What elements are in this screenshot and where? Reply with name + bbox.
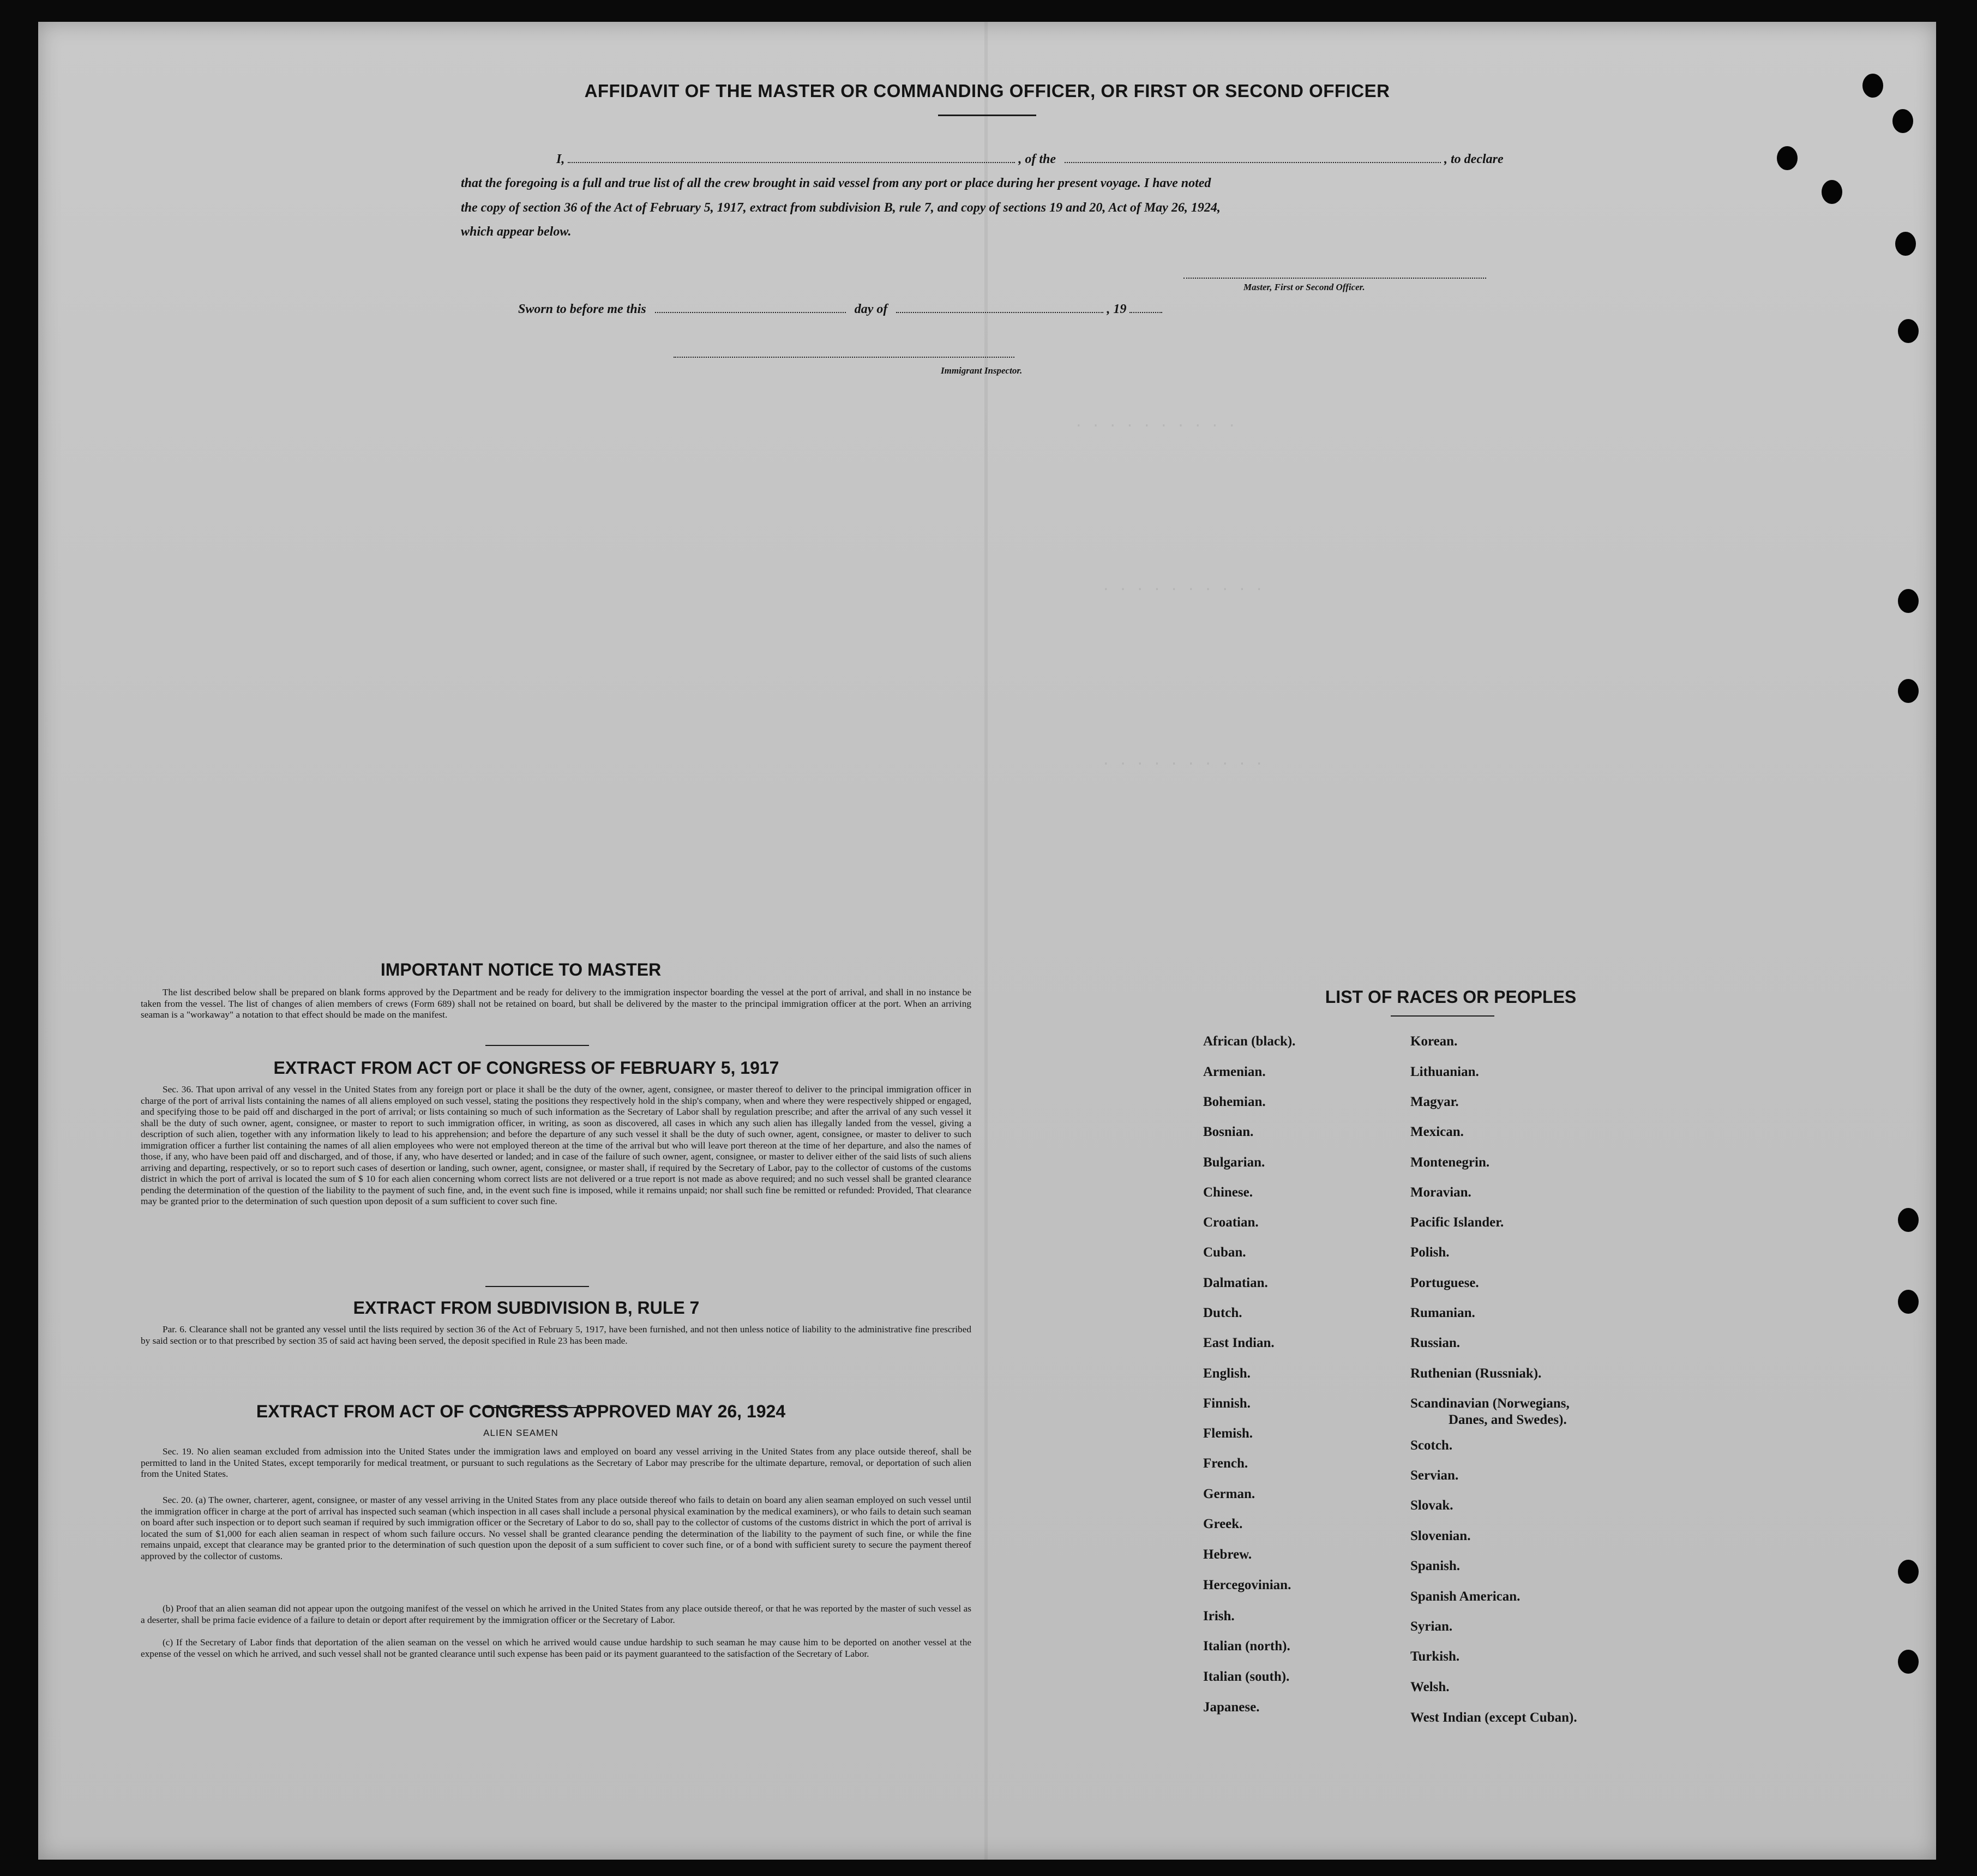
binder-hole	[1898, 1208, 1919, 1232]
race-item: Ruthenian (Russniak).	[1410, 1366, 1542, 1381]
rule-7-title: EXTRACT FROM SUBDIVISION B, RULE 7	[353, 1298, 700, 1318]
affidavit-to-declare: , to declare	[1444, 152, 1504, 166]
race-item: Bosnian.	[1203, 1125, 1254, 1139]
race-item: Portuguese.	[1410, 1276, 1479, 1290]
notice-title: IMPORTANT NOTICE TO MASTER	[380, 960, 662, 979]
race-item: Italian (south).	[1203, 1669, 1290, 1684]
race-item: Scotch.	[1410, 1438, 1453, 1453]
race-item: Mexican.	[1410, 1125, 1464, 1139]
affidavit-line-3: the copy of section 36 of the Act of February 5, 1917, extract from subdivision B, rule 7, and copy of sections 19 and 20, Act of May 26, 1924,	[461, 201, 1221, 215]
races-title: LIST OF RACES OR PEOPLES	[1325, 987, 1577, 1007]
race-item: Lithuanian.	[1410, 1065, 1479, 1079]
race-item: Bohemian.	[1203, 1095, 1266, 1109]
section-rule	[485, 1286, 589, 1287]
inspector-signature-line[interactable]	[674, 356, 1014, 358]
race-item: Korean.	[1410, 1034, 1458, 1049]
race-item: Slovak.	[1410, 1498, 1453, 1513]
race-item: Rumanian.	[1410, 1306, 1475, 1320]
race-item: Croatian.	[1203, 1215, 1259, 1230]
act-1924-subtitle: ALIEN SEAMEN	[483, 1428, 558, 1438]
race-item: French.	[1203, 1456, 1248, 1471]
race-item: Scandinavian (Norwegians,	[1410, 1396, 1570, 1411]
race-item: Cuban.	[1203, 1245, 1246, 1260]
race-item: Armenian.	[1203, 1065, 1266, 1079]
race-item: Pacific Islander.	[1410, 1215, 1504, 1230]
race-item: Servian.	[1410, 1468, 1459, 1483]
sworn-year-field[interactable]	[1129, 301, 1162, 313]
race-item: Dutch.	[1203, 1306, 1242, 1320]
race-item: East Indian.	[1203, 1336, 1275, 1350]
race-item: Finnish.	[1203, 1396, 1251, 1411]
binder-hole	[1898, 1560, 1919, 1584]
title-rule	[938, 115, 1036, 116]
sworn-month-field[interactable]	[896, 301, 1103, 313]
races-title-rule	[1391, 1015, 1494, 1017]
binder-hole	[1898, 1650, 1919, 1674]
binder-hole	[1892, 109, 1913, 133]
affidavit-line-2: that the foregoing is a full and true list of all the crew brought in said vessel from any port or place during her present voyage. I have noted	[461, 176, 1211, 190]
race-item: Russian.	[1410, 1336, 1461, 1350]
section-rule	[485, 1045, 589, 1046]
sworn-day-of: day of	[854, 302, 888, 316]
race-item: Magyar.	[1410, 1095, 1459, 1109]
inspector-signature-label: Immigrant Inspector.	[941, 365, 1023, 376]
race-item: English.	[1203, 1366, 1251, 1381]
act-1924-title: EXTRACT FROM ACT OF CONGRESS APPROVED MAY 26, 1924	[256, 1402, 786, 1421]
affidavit-i: I,	[556, 152, 565, 166]
race-item: West Indian (except Cuban).	[1410, 1710, 1577, 1725]
race-item: Welsh.	[1410, 1680, 1450, 1694]
affidavit-line-1	[469, 151, 1560, 167]
name-field[interactable]	[568, 151, 1015, 163]
affidavit-of-the: , of the	[1018, 152, 1056, 166]
binder-hole	[1777, 146, 1798, 170]
race-item: Greek.	[1203, 1517, 1243, 1531]
master-signature-line[interactable]	[1183, 277, 1486, 279]
race-item: Italian (north).	[1203, 1639, 1290, 1653]
race-item: African (black).	[1203, 1034, 1296, 1049]
act-1917-text: Sec. 36. That upon arrival of any vessel in the United States from any foreign port or place it shall be the duty of the owner, agent, consignee, or master thereof to deliver to the principal immigration officer in charge of the port of arrival lists containing the names of all aliens employed on such vessel, stating the positions they respectively hold in the ship's company, when and where they were respectively shipped or engaged, and specifying those to be paid off and discharged in the port of arrival; or lists containing so much of such information as the Secretary of Labor shall by regulation prescribe; and after the arrival of any such vessel it shall be the duty of such owner, agent, consignee, or master to report to such immigration officer, in writing, as soon as discovered, all cases in which any such alien has illegally landed from the vessel, giving a description of such alien, together with any information likely to lead to his apprehension; and before the departure of any such vessel it shall be the duty of such owner, agent, consignee, or master to deliver to such immigration officer a further list containing the names of all alien employees who were not employed thereon at the time of the arrival but who will leave port thereon at the time of her departure, and also the names of those, if any, who have been paid off and discharged, and of those, if any, who have deserted or landed; and in case of the failure of such owner, agent, consignee, or master to deliver either of the said lists of such aliens arriving and departing, respectively, or so to report such cases of desertion or landing, such owner, agent, consignee, or master shall, if required by the Secretary of Labor, pay to the collector of customs of the customs district in which the port of arrival is located the sum of $ 10 for each alien concerning whom correct lists are not delivered or a true report is not made as above required; and no such vessel shall be granted clearance pending the determination of the question of the liability to the payment of such fine, and, in the event such fine is imposed, while it remains unpaid; nor shall such fine be remitted or refunded: Provided, That clearance may be granted prior to the determination of such question upon deposit of a sum sufficient to cover such fine.	[141, 1084, 971, 1206]
bleed-through-text: . . . . . . . . . .	[1102, 753, 1264, 769]
center-fold	[984, 22, 988, 1860]
race-item: Slovenian.	[1410, 1529, 1471, 1543]
sworn-line	[518, 301, 1609, 317]
rule-7-text: Par. 6. Clearance shall not be granted any vessel until the lists required by section 36 of the Act of February 5, 1917, have been furnished, and not then unless notice of liability to the administrative fine prescribed by said section or to that prescribed by section 35 of said act having been served, the deposit specified in Rule 23 has been made.	[141, 1324, 971, 1346]
binder-hole	[1898, 589, 1919, 613]
act-1924-sec20b: (b) Proof that an alien seaman did not appear upon the outgoing manifest of the vessel on which he arrived in the United States from any place outside thereof, or that he was reported by the master of such vessel as a deserter, shall be prima facie evidence of a failure to detain or deport after requirement by the immigration officer or the Secretary of Labor.	[141, 1603, 971, 1625]
affidavit-title: AFFIDAVIT OF THE MASTER OR COMMANDING OFFICER, OR FIRST OR SECOND OFFICER	[584, 81, 1390, 101]
notice-text: The list described below shall be prepared on blank forms approved by the Department and be ready for delivery to the immigration inspector boarding the vessel at the port of arrival, and shall in no instance be taken from the vessel. The list of changes of alien members of crews (Form 689) shall not be retained on board, but shall be delivered by the master to the principal immigration officer at the port. When an arriving seaman is a "workaway" a notation to that effect should be made on the manifest.	[141, 987, 971, 1020]
master-signature-label: Master, First or Second Officer.	[1243, 282, 1365, 292]
race-item: Hercegovinian.	[1203, 1578, 1291, 1592]
race-item: Hebrew.	[1203, 1547, 1252, 1562]
binder-hole	[1898, 319, 1919, 343]
vessel-field[interactable]	[1065, 151, 1441, 163]
bleed-through-text: . . . . . . . . . .	[1074, 414, 1236, 431]
act-1917-title: EXTRACT FROM ACT OF CONGRESS OF FEBRUARY 5, 1917	[273, 1058, 779, 1078]
affidavit-line-4: which appear below.	[461, 225, 572, 239]
race-item: Irish.	[1203, 1609, 1235, 1624]
race-item: Dalmatian.	[1203, 1276, 1268, 1290]
race-item: Spanish American.	[1410, 1589, 1521, 1604]
race-item: Turkish.	[1410, 1649, 1460, 1664]
document-sheet	[38, 22, 1936, 1860]
act-1924-sec19: Sec. 19. No alien seaman excluded from admission into the United States under the immigration laws and employed on board any vessel arriving in the United States from any place outside thereof, shall be permitted to land in the United States, except temporarily for medical treatment, or pursuant to such regulations as the Secretary of Labor may prescribe for the ultimate departure, removal, or deportation of such alien from the United States.	[141, 1446, 971, 1479]
binder-hole	[1898, 1290, 1919, 1314]
bleed-through-text: . . . . . . . . . .	[1102, 578, 1264, 594]
act-1924-sec20a: Sec. 20. (a) The owner, charterer, agent, consignee, or master of any vessel arriving in the United States from any place outside thereof who fails to detain on board any alien seaman employed on such vessel until the immigration officer in charge at the port of arrival has inspected such seaman (which inspection in all cases shall include a personal physical examination by the medical examiners), or who fails to detain such seaman on board after such inspection or to deport such seaman if required by such immigration officer or the Secretary of Labor to do so, shall pay to the collector of customs of the customs district in which the port of arrival is located the sum of $1,000 for each alien seaman in respect of whom such failure occurs. No vessel shall be granted clearance pending the determination of the liability to the payment of such fine, or while the fine remains unpaid, except that clearance may be granted prior to the determination of such question upon the deposit of a sum sufficient to cover such fine, or of a bond with sufficient surety to secure the payment thereof approved by the collector of customs.	[141, 1495, 971, 1561]
binder-hole	[1895, 232, 1916, 256]
binder-hole	[1898, 679, 1919, 703]
race-item: Chinese.	[1203, 1185, 1253, 1200]
sworn-year: , 19	[1107, 302, 1127, 316]
race-item: Spanish.	[1410, 1559, 1461, 1573]
race-item: Japanese.	[1203, 1700, 1260, 1715]
sworn-day-field[interactable]	[655, 301, 846, 313]
act-1924-sec20c: (c) If the Secretary of Labor finds that deportation of the alien seaman on the vessel on which he arrived would cause undue hardship to such seaman he may cause him to be deported on another vessel at the expense of the vessel on which he arrived, and such vessel shall not be granted clearance until such expense has been paid or its payment guaranteed to the satisfaction of the Secretary of Labor.	[141, 1637, 971, 1659]
race-item: Polish.	[1410, 1245, 1450, 1260]
race-item: Montenegrin.	[1410, 1155, 1490, 1170]
race-item: German.	[1203, 1487, 1255, 1501]
race-item: Danes, and Swedes).	[1449, 1412, 1567, 1427]
race-item: Flemish.	[1203, 1426, 1253, 1441]
race-item: Moravian.	[1410, 1185, 1471, 1200]
race-item: Bulgarian.	[1203, 1155, 1265, 1170]
race-item: Syrian.	[1410, 1619, 1453, 1634]
binder-hole	[1822, 180, 1842, 204]
sworn-prefix: Sworn to before me this	[518, 302, 646, 316]
